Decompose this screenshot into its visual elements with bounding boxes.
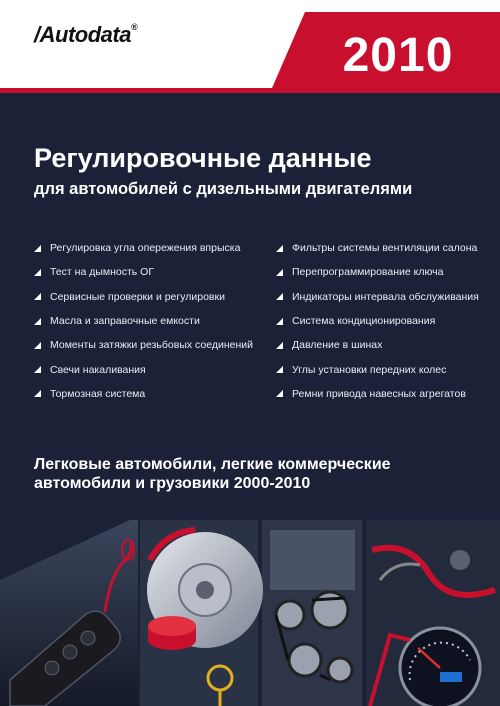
feature-item: Индикаторы интервала обслуживания — [276, 285, 479, 309]
parts-collage — [0, 520, 500, 706]
brand-logo: /Autodata® — [34, 22, 138, 47]
bullet-icon — [276, 293, 283, 300]
bullet-icon — [276, 269, 283, 276]
header-divider — [0, 88, 500, 93]
feature-item: Тормозная система — [34, 382, 253, 406]
bullet-icon — [276, 390, 283, 397]
bullet-icon — [276, 342, 283, 349]
vehicle-coverage-line: Легковые автомобили, легкие коммерческие — [34, 456, 391, 473]
bullet-icon — [34, 390, 41, 397]
bullet-icon — [34, 245, 41, 252]
feature-item: Фильтры системы вентиляции салона — [276, 236, 479, 260]
edition-year: 2010 — [342, 29, 454, 82]
feature-item: Перепрограммирование ключа — [276, 260, 479, 284]
page-title: Регулировочные данные — [34, 143, 372, 173]
feature-item: Масла и заправочные емкости — [34, 309, 253, 333]
vehicle-coverage-line: автомобили и грузовики 2000-2010 — [34, 475, 311, 492]
bullet-icon — [34, 318, 41, 325]
feature-item: Система кондиционирования — [276, 309, 479, 333]
bullet-icon — [34, 293, 41, 300]
feature-item: Тест на дымность ОГ — [34, 260, 253, 284]
bullet-icon — [34, 342, 41, 349]
bullet-icon — [34, 269, 41, 276]
feature-item: Ремни привода навесных агрегатов — [276, 382, 479, 406]
feature-item: Давление в шинах — [276, 333, 479, 357]
feature-item: Сервисные проверки и регулировки — [34, 285, 253, 309]
bullet-icon — [276, 245, 283, 252]
feature-item: Свечи накаливания — [34, 357, 253, 381]
feature-item: Моменты затяжки резьбовых соединений — [34, 333, 253, 357]
page-subtitle: для автомобилей с дизельными двигателями — [34, 180, 413, 198]
feature-list-right — [276, 236, 479, 406]
feature-item: Углы установки передних колес — [276, 357, 479, 381]
bullet-icon — [34, 366, 41, 373]
feature-item: Регулировка угла опережения впрыска — [34, 236, 253, 260]
bullet-icon — [276, 318, 283, 325]
bullet-icon — [276, 366, 283, 373]
feature-list-left — [34, 236, 253, 406]
vehicle-coverage — [34, 455, 391, 493]
